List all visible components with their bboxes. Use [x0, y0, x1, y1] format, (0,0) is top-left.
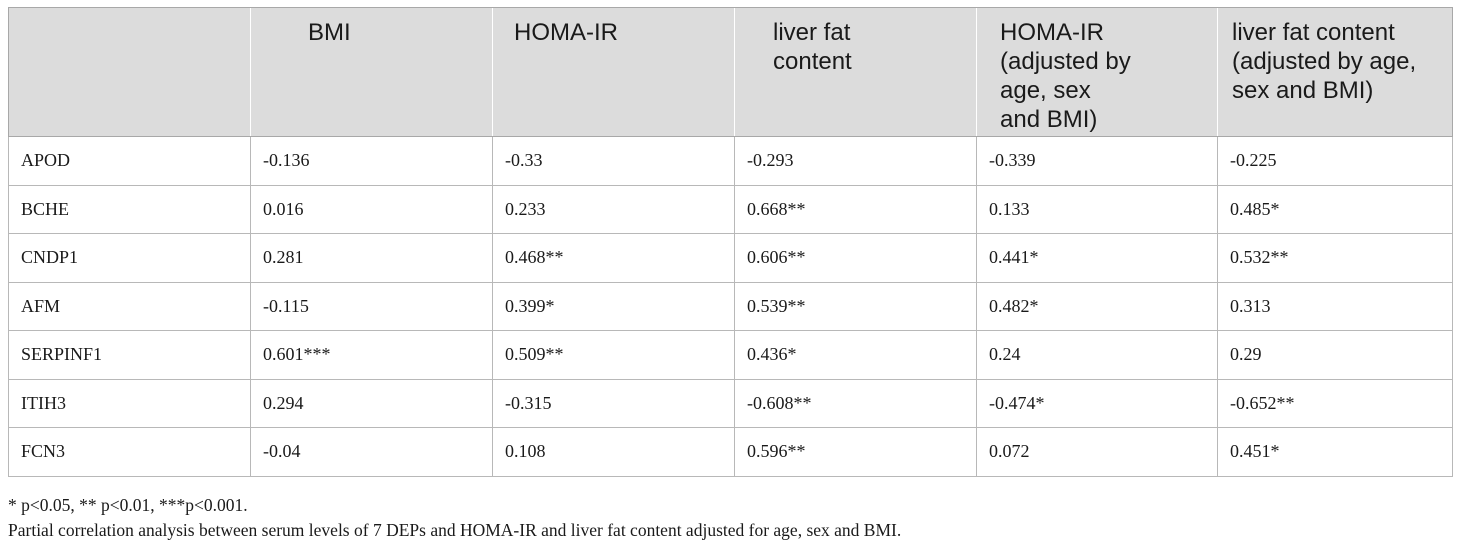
table-cell: 0.482* — [977, 282, 1218, 331]
header-bmi: BMI — [251, 8, 493, 137]
table-cell: 0.072 — [977, 428, 1218, 477]
table-caption: Partial correlation analysis between serum levels of 7 DEPs and HOMA-IR and liver fat content adjusted for age, sex and BMI. — [8, 520, 902, 540]
table-cell: 0.596** — [735, 428, 977, 477]
table-cell: 0.485* — [1218, 185, 1453, 234]
table-row — [9, 185, 1453, 234]
header-liver-fat-adjusted: liver fat content (adjusted by age, sex and BMI) — [1218, 8, 1453, 137]
table-cell: -0.339 — [977, 137, 1218, 186]
row-label: APOD — [9, 137, 251, 186]
significance-footnote: * p<0.05, ** p<0.01, ***p<0.001. — [8, 495, 248, 515]
table-cell: -0.04 — [251, 428, 493, 477]
header-blank — [9, 8, 251, 137]
table-row — [9, 282, 1453, 331]
table-row — [9, 379, 1453, 428]
row-label: SERPINF1 — [9, 331, 251, 380]
row-label: CNDP1 — [9, 234, 251, 283]
row-label: AFM — [9, 282, 251, 331]
header-homa-ir-adjusted: HOMA-IR (adjusted by age, sex and BMI) — [977, 8, 1218, 137]
table-cell: 0.294 — [251, 379, 493, 428]
table-row — [9, 234, 1453, 283]
table-cell: -0.33 — [493, 137, 735, 186]
table-cell: 0.233 — [493, 185, 735, 234]
table-cell: 0.532** — [1218, 234, 1453, 283]
table-cell: -0.293 — [735, 137, 977, 186]
table-cell: 0.668** — [735, 185, 977, 234]
table-row — [9, 137, 1453, 186]
table-cell: 0.441* — [977, 234, 1218, 283]
table-row — [9, 331, 1453, 380]
row-label: ITIH3 — [9, 379, 251, 428]
table-cell: -0.225 — [1218, 137, 1453, 186]
table-cell: 0.606** — [735, 234, 977, 283]
table-cell: -0.315 — [493, 379, 735, 428]
table-cell: 0.539** — [735, 282, 977, 331]
table-row — [9, 428, 1453, 477]
row-label: BCHE — [9, 185, 251, 234]
header-homa-ir: HOMA-IR — [493, 8, 735, 137]
table-cell: -0.115 — [251, 282, 493, 331]
table-footnotes — [8, 493, 901, 543]
table-cell: 0.108 — [493, 428, 735, 477]
table-cell: 0.601*** — [251, 331, 493, 380]
correlation-table-container — [8, 7, 1452, 477]
header-liver-fat-content: liver fat content — [735, 8, 977, 137]
table-cell: -0.652** — [1218, 379, 1453, 428]
table-cell: 0.281 — [251, 234, 493, 283]
table-cell: 0.451* — [1218, 428, 1453, 477]
partial-correlation-table — [8, 7, 1453, 477]
table-cell: -0.136 — [251, 137, 493, 186]
table-cell: 0.509** — [493, 331, 735, 380]
table-cell: -0.608** — [735, 379, 977, 428]
table-cell: 0.399* — [493, 282, 735, 331]
table-cell: 0.468** — [493, 234, 735, 283]
table-cell: 0.24 — [977, 331, 1218, 380]
table-cell: 0.016 — [251, 185, 493, 234]
row-label: FCN3 — [9, 428, 251, 477]
table-cell: 0.313 — [1218, 282, 1453, 331]
table-cell: 0.29 — [1218, 331, 1453, 380]
table-cell: 0.436* — [735, 331, 977, 380]
table-cell: 0.133 — [977, 185, 1218, 234]
table-header-row — [9, 8, 1453, 137]
table-cell: -0.474* — [977, 379, 1218, 428]
